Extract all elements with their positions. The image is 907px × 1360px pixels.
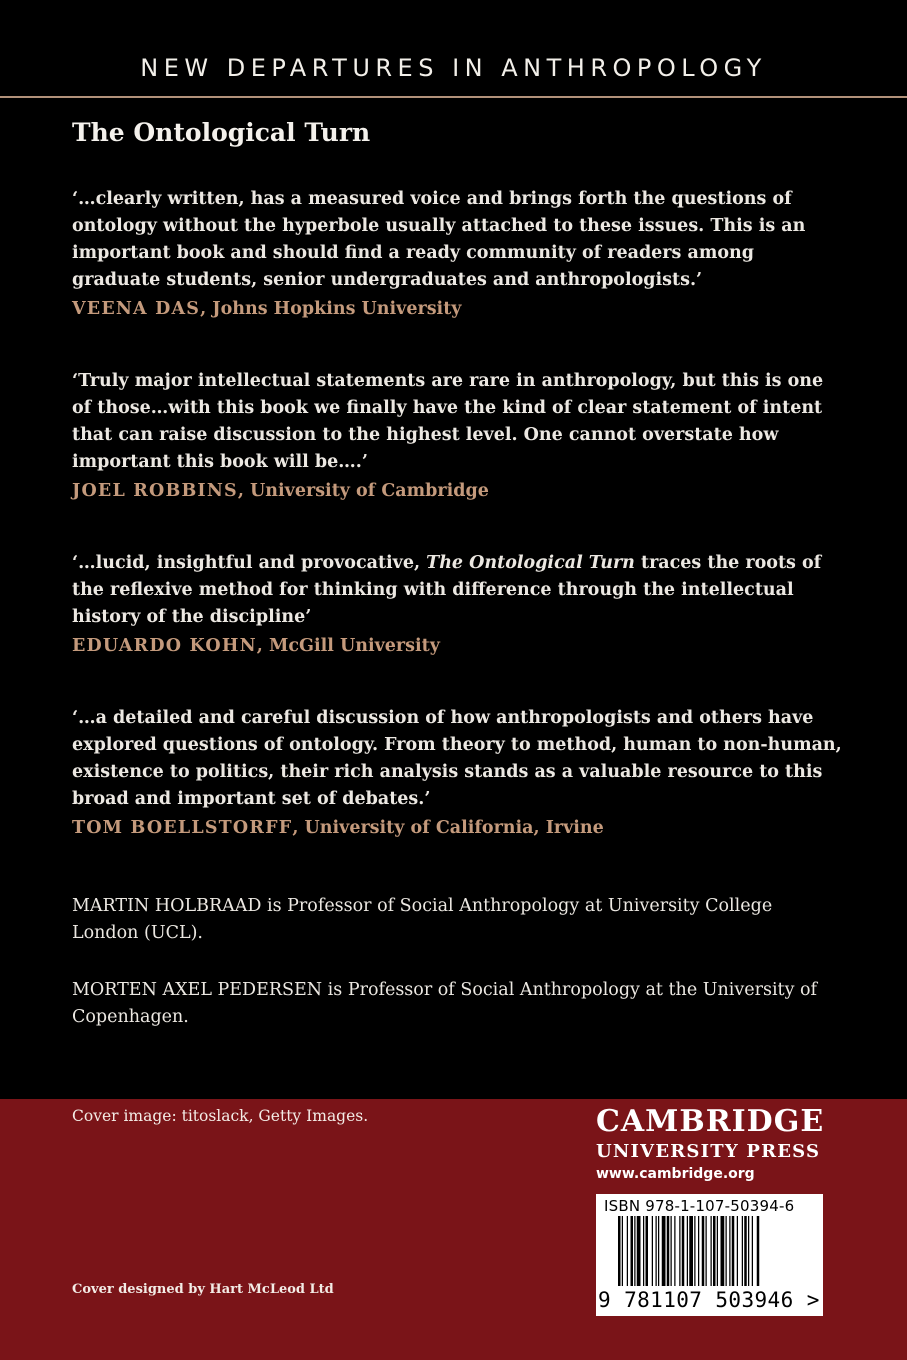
review-quote-3 xyxy=(72,550,842,659)
quote-text: ‘Truly major intellectual statements are rare in anthropology, but this is one of those…with this book we finally have the kind of clear statement of intent that can raise discussion to the highest level. One cannot overstate how important this book will be….’ xyxy=(72,371,824,472)
reviewer-name: TOM BOELLSTORFF xyxy=(72,818,293,838)
quote-book-title-italic: The Ontological Turn xyxy=(426,553,635,573)
content-area xyxy=(72,186,842,1061)
author-bio-2: MORTEN AXEL PEDERSEN is Professor of Social Anthropology at the University of Copenhagen. xyxy=(72,980,818,1027)
publisher-logo-line2: UNIVERSITY PRESS xyxy=(596,1141,821,1162)
isbn-text: ISBN 978-1-107-50394-6 xyxy=(604,1197,795,1215)
author-bio-1: MARTIN HOLBRAAD is Professor of Social Anthropology at University College London (UCL). xyxy=(72,896,773,943)
barcode-bars xyxy=(596,1216,823,1288)
quote-attribution xyxy=(72,633,842,659)
reviewer-affiliation: , McGill University xyxy=(256,636,440,656)
quote-attribution xyxy=(72,815,842,841)
reviewer-affiliation: , Johns Hopkins University xyxy=(200,299,462,319)
review-quote-1 xyxy=(72,186,842,322)
publisher-url: www.cambridge.org xyxy=(596,1166,755,1182)
header-rule xyxy=(0,96,907,98)
publisher-logo-line1: CAMBRIDGE xyxy=(596,1104,825,1139)
series-title: NEW DEPARTURES IN ANTHROPOLOGY xyxy=(140,54,767,82)
quote-text-before: ‘…lucid, insightful and provocative, xyxy=(72,553,427,573)
reviewer-name: EDUARDO KOHN xyxy=(72,636,257,656)
quote-attribution xyxy=(72,478,842,504)
quote-text: ‘…a detailed and careful discussion of how anthropologists and others have explored questions of ontology. From theory to method, human to non-human, existence to politics, their rich analysis stands as a valuable resource to this broad and important set of debates.’ xyxy=(72,708,842,809)
review-quote-4 xyxy=(72,705,842,841)
cover-image-credit: Cover image: titoslack, Getty Images. xyxy=(72,1107,369,1125)
reviewer-affiliation: , University of Cambridge xyxy=(237,481,489,501)
quote-attribution xyxy=(72,296,842,322)
book-title: The Ontological Turn xyxy=(72,118,371,147)
reviewer-name: VEENA DAS xyxy=(72,299,201,319)
ean-digits: 9 781107 503946 > xyxy=(598,1288,820,1312)
reviewer-name: JOEL ROBBINS xyxy=(72,481,238,501)
barcode xyxy=(596,1194,823,1316)
quote-text xyxy=(72,550,842,631)
cover-design-credit: Cover designed by Hart McLeod Ltd xyxy=(72,1282,334,1297)
quote-text: ‘…clearly written, has a measured voice and brings forth the questions of ontology without the hyperbole usually attached to these issues. This is an important book and should find a ready community of readers among graduate students, senior undergraduates and anthropologists.’ xyxy=(72,189,806,290)
reviewer-affiliation: , University of California, Irvine xyxy=(292,818,604,838)
review-quote-2 xyxy=(72,368,842,504)
quote-text-after: traces the roots of the reflexive method for thinking with difference through the intellectual history of the discipline’ xyxy=(72,553,822,627)
